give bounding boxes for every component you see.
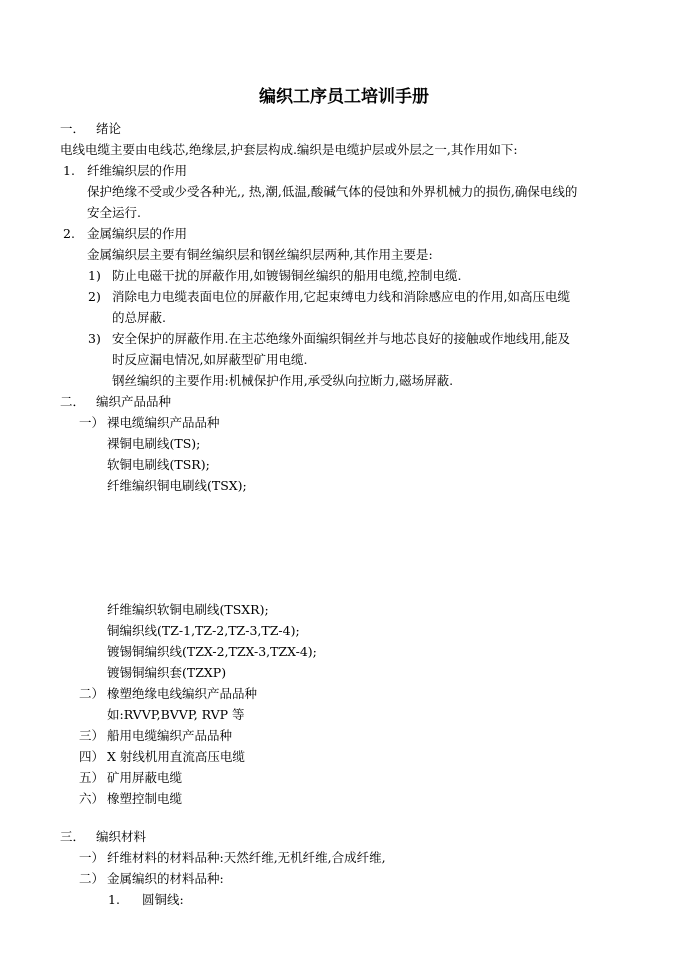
product-item: 镀锡铜编织套(TZXP) <box>107 665 227 680</box>
product-item: 纤维编织软铜电刷线(TSXR); <box>107 602 269 617</box>
steel-braid-purpose: 钢丝编织的主要作用:机械保护作用,承受纵向拉断力,磁场屏蔽. <box>112 373 454 388</box>
product-item: 纤维编织铜电刷线(TSX); <box>107 478 247 493</box>
subitem-1-text: 防止电磁干扰的屏蔽作用,如镀锡铜丝编织的船用电缆,控制电缆. <box>112 268 462 283</box>
section-1-heading: 绪论 <box>96 121 122 136</box>
item-1-heading: 纤维编织层的作用 <box>87 163 188 178</box>
material-2-number: 二） <box>79 871 105 886</box>
category-4-heading: X 射线机用直流高压电缆 <box>107 749 245 764</box>
section-3-number: 三． <box>60 829 86 844</box>
category-3-number: 三） <box>79 728 105 743</box>
section-2-heading: 编织产品品种 <box>96 394 172 409</box>
item-2-heading: 金属编织层的作用 <box>87 226 188 241</box>
subitem-3-text-line-1: 安全保护的屏蔽作用.在主芯绝缘外面编织铜丝并与地芯良好的接触或作地线用,能及 <box>112 331 570 346</box>
category-1-heading: 裸电缆编织产品品种 <box>107 415 220 430</box>
item-2-number: 2. <box>63 226 75 241</box>
category-6-heading: 橡塑控制电缆 <box>107 791 183 806</box>
product-item: 裸铜电刷线(TS); <box>107 436 201 451</box>
material-2-text: 金属编织的材料品种: <box>107 871 224 886</box>
material-item-1-number: 1. <box>108 892 120 907</box>
product-item: 铜编织线(TZ-1,TZ-2,TZ-3,TZ-4); <box>107 623 300 638</box>
subitem-3-text-line-2: 时反应漏电情况,如屏蔽型矿用电缆. <box>112 352 308 367</box>
category-2-example: 如:RVVP,BVVP, RVP 等 <box>107 707 245 722</box>
subitem-2-text-line-2: 的总屏蔽. <box>112 310 166 325</box>
category-5-number: 五） <box>79 770 105 785</box>
section-1-number: 一． <box>60 121 86 136</box>
material-1-number: 一） <box>79 850 105 865</box>
section-3-heading: 编织材料 <box>96 829 147 844</box>
section-2-number: 二． <box>60 394 86 409</box>
document-title: 编织工序员工培训手册 <box>259 87 429 107</box>
category-2-heading: 橡塑绝缘电线编织产品品种 <box>107 686 258 701</box>
category-1-number: 一） <box>79 415 105 430</box>
category-6-number: 六） <box>79 791 105 806</box>
subitem-3-number: 3) <box>88 331 101 346</box>
subitem-2-number: 2) <box>88 289 101 304</box>
item-2-body: 金属编织层主要有铜丝编织层和钢丝编织层两种,其作用主要是: <box>87 247 433 262</box>
category-2-number: 二） <box>79 686 105 701</box>
product-item: 镀锡铜编织线(TZX-2,TZX-3,TZX-4); <box>107 644 317 659</box>
section-1-intro: 电线电缆主要由电线芯,绝缘层,护套层构成.编织是电缆护层或外层之一,其作用如下: <box>60 142 518 157</box>
item-1-body-line-2: 安全运行. <box>87 205 141 220</box>
category-4-number: 四） <box>79 749 105 764</box>
category-3-heading: 船用电缆编织产品品种 <box>107 728 233 743</box>
category-5-heading: 矿用屏蔽电缆 <box>107 770 183 785</box>
material-item-1-text: 圆铜线: <box>142 892 184 907</box>
item-1-body-line-1: 保护绝缘不受或少受各种光,, 热,潮,低温,酸碱气体的侵蚀和外界机械力的损伤,确保电线的 <box>87 184 578 199</box>
subitem-2-text-line-1: 消除电力电缆表面电位的屏蔽作用,它起束缚电力线和消除感应电的作用,如高压电缆 <box>112 289 570 304</box>
product-item: 软铜电刷线(TSR); <box>107 457 210 472</box>
item-1-number: 1. <box>63 163 75 178</box>
subitem-1-number: 1) <box>88 268 101 283</box>
material-1-text: 纤维材料的材料品种:天然纤维,无机纤维,合成纤维, <box>107 850 386 865</box>
